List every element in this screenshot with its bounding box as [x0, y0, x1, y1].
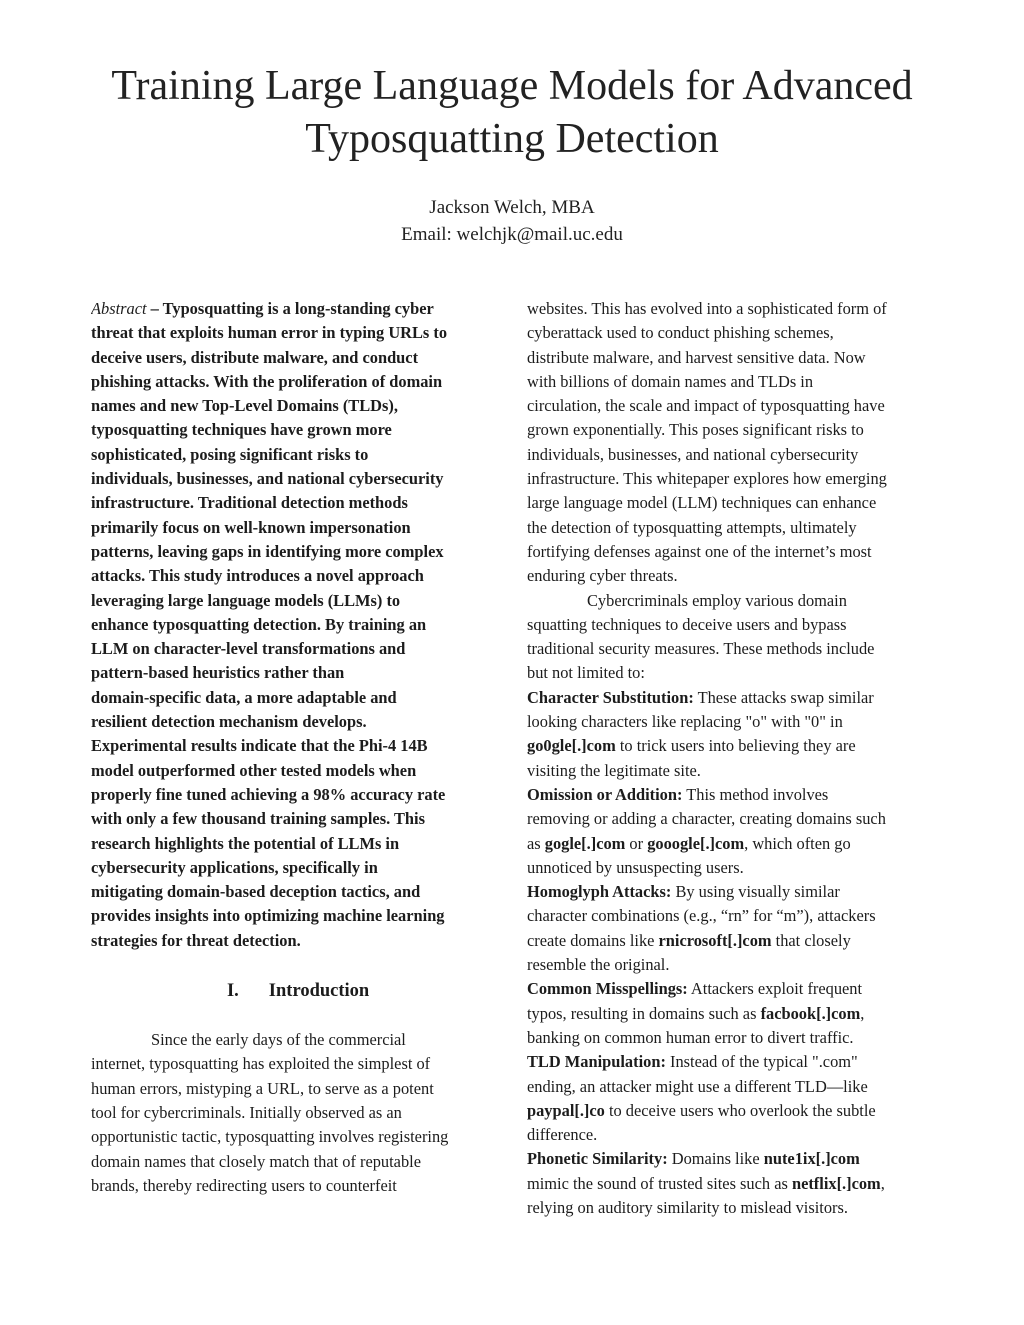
- method-line: [527, 1147, 935, 1171]
- author-email: Email: welchjk@mail.uc.edu: [401, 224, 623, 245]
- body-line: the detection of typosquatting attempts, ultimately: [527, 517, 857, 537]
- abstract-line: Experimental results indicate that the Phi-4 14B: [91, 736, 428, 756]
- method-text: This method involves: [682, 784, 829, 804]
- intro-line: domain names that closely match that of reputable: [91, 1151, 421, 1171]
- abstract-line: research highlights the potential of LLMs in: [91, 833, 400, 853]
- method-phonetic-similarity: [527, 1147, 935, 1220]
- method-text: to trick users into believing they are: [615, 736, 856, 756]
- method-tld-manipulation: [527, 1050, 935, 1147]
- body-line: infrastructure. This whitepaper explores how emerging: [527, 469, 887, 489]
- intro-line: Since the early days of the commercial: [151, 1030, 406, 1050]
- abstract-line: individuals, businesses, and national cybersecurity: [91, 469, 444, 489]
- abstract-line: phishing attacks. With the proliferation of domain: [91, 371, 443, 391]
- intro-line: internet, typosquatting has exploited the simplest of: [91, 1054, 431, 1074]
- method-label: Common Misspellings:: [527, 979, 688, 999]
- method-line: difference.: [527, 1125, 598, 1145]
- abstract-line: primarily focus on well-known impersonation: [91, 517, 411, 537]
- method-line: [527, 832, 935, 856]
- method-line: looking characters like replacing "o" with "0" in: [527, 712, 843, 732]
- abstract-line: leveraging large language models (LLMs) to: [91, 590, 401, 610]
- abstract-line: deceive users, distribute malware, and conduct: [91, 347, 419, 367]
- body-line: distribute malware, and harvest sensitive data. Now: [527, 347, 866, 367]
- method-line: banking on common human error to divert traffic.: [527, 1027, 854, 1047]
- method-omission-addition: [527, 783, 935, 880]
- domain-example: gogle[.]com: [544, 833, 626, 853]
- method-line: [527, 734, 935, 758]
- left-column: [91, 297, 499, 1198]
- method-label: Character Substitution:: [527, 687, 694, 707]
- method-text: Domains like: [667, 1149, 764, 1169]
- method-text: that closely: [771, 930, 851, 950]
- domain-example: go0gle[.]com: [527, 736, 616, 756]
- method-line: [527, 929, 935, 953]
- abstract-line: pattern-based heuristics rather than: [91, 663, 345, 683]
- abstract-line: model outperformed other tested models when: [91, 760, 417, 780]
- method-text: create domains like: [527, 930, 659, 950]
- method-homoglyph: [527, 880, 935, 977]
- body-line: traditional security measures. These methods include: [527, 639, 875, 659]
- author-name: Jackson Welch, MBA: [429, 197, 595, 218]
- method-text: By using visually similar: [671, 882, 840, 902]
- body-line: enduring cyber threats.: [527, 566, 678, 586]
- method-text: Attackers exploit frequent: [687, 979, 863, 999]
- abstract-line: cybersecurity applications, specifically in: [91, 857, 378, 877]
- body-line: circulation, the scale and impact of typosquatting have: [527, 396, 885, 416]
- method-text: Instead of the typical ".com": [665, 1052, 858, 1072]
- title-line: Training Large Language Models for Advanced: [111, 63, 913, 109]
- body-line: Cybercriminals employ various domain: [587, 590, 847, 610]
- section-title: Introduction: [268, 981, 370, 1002]
- domain-example: netflix[.]com: [791, 1173, 881, 1193]
- method-text: to deceive users who overlook the subtle: [604, 1100, 876, 1120]
- domain-example: paypal[.]co: [527, 1100, 605, 1120]
- abstract-label: Abstract: [91, 299, 147, 318]
- title-line: Typosquatting Detection: [305, 116, 719, 162]
- body-line: websites. This has evolved into a sophisticated form of: [527, 299, 887, 318]
- method-text: mimic the sound of trusted sites such as: [527, 1173, 792, 1193]
- method-text: or: [625, 833, 648, 853]
- method-line: unnoticed by unsuspecting users.: [527, 857, 744, 877]
- section-heading: [91, 979, 499, 1003]
- intro-line: brands, thereby redirecting users to counterfeit: [91, 1175, 397, 1195]
- body-line: grown exponentially. This poses significant risks to: [527, 420, 864, 440]
- abstract-line: attacks. This study introduces a novel approach: [91, 566, 424, 586]
- abstract-text: Typosquatting is a long-standing cyber: [162, 299, 434, 318]
- body-line: cyberattack used to conduct phishing schemes,: [527, 323, 834, 343]
- method-line: [527, 1050, 935, 1074]
- domain-example: facbook[.]com: [760, 1003, 861, 1023]
- abstract-line: properly fine tuned achieving a 98% accuracy rate: [91, 784, 446, 804]
- abstract-line: threat that exploits human error in typing URLs to: [91, 323, 448, 343]
- method-line: [527, 880, 935, 904]
- abstract-line: enhance typosquatting detection. By training an: [91, 614, 427, 634]
- paper-title: [60, 60, 964, 166]
- method-line: [527, 783, 935, 807]
- method-line: [527, 686, 935, 710]
- intro-continued: [527, 297, 935, 589]
- method-line: [527, 977, 935, 1001]
- abstract-line: typosquatting techniques have grown more: [91, 420, 392, 440]
- method-line: relying on auditory similarity to mislead visitors.: [527, 1197, 848, 1217]
- abstract-separator: –: [146, 299, 163, 318]
- abstract-line: patterns, leaving gaps in identifying more complex: [91, 541, 444, 561]
- body-line: fortifying defenses against one of the internet’s most: [527, 541, 872, 561]
- method-label: Homoglyph Attacks:: [527, 882, 672, 902]
- abstract-line: LLM on character-level transformations and: [91, 639, 406, 659]
- method-text: ,: [880, 1173, 885, 1193]
- method-line: [527, 1099, 935, 1123]
- intro-paragraph: [91, 1028, 499, 1198]
- domain-example: nute1ix[.]com: [763, 1149, 860, 1169]
- body-line: individuals, businesses, and national cybersecurity: [527, 444, 859, 464]
- body-line: but not limited to:: [527, 663, 645, 683]
- method-line: character combinations (e.g., “rn” for “m”), attackers: [527, 906, 876, 926]
- method-line: [527, 1172, 935, 1196]
- method-label: Omission or Addition:: [527, 784, 683, 804]
- author-block: [0, 194, 1024, 248]
- method-misspellings: [527, 977, 935, 1050]
- section-number: I.: [226, 981, 239, 1002]
- body-line: with billions of domain names and TLDs in: [527, 371, 814, 391]
- methods-intro: [527, 589, 935, 686]
- method-text: , which often go: [744, 833, 851, 853]
- domain-example: rnicrosoft[.]com: [658, 930, 772, 950]
- method-label: TLD Manipulation:: [527, 1052, 666, 1072]
- abstract-line: names and new Top-Level Domains (TLDs),: [91, 396, 398, 416]
- domain-example: gooogle[.]com: [647, 833, 745, 853]
- abstract-line: provides insights into optimizing machine learning: [91, 906, 445, 926]
- right-column: [527, 297, 935, 1220]
- abstract: [91, 297, 499, 953]
- method-line: visiting the legitimate site.: [527, 760, 701, 780]
- method-text: as: [527, 833, 545, 853]
- abstract-line: mitigating domain-based deception tactics, and: [91, 882, 421, 902]
- intro-line: opportunistic tactic, typosquatting involves registering: [91, 1127, 449, 1147]
- intro-line: tool for cybercriminals. Initially observed as an: [91, 1102, 402, 1122]
- abstract-line: infrastructure. Traditional detection methods: [91, 493, 408, 513]
- method-text: These attacks swap similar: [693, 687, 874, 707]
- intro-line: human errors, mistyping a URL, to serve as a potent: [91, 1078, 434, 1098]
- abstract-line: sophisticated, posing significant risks to: [91, 444, 369, 464]
- method-text: typos, resulting in domains such as: [527, 1003, 761, 1023]
- method-character-substitution: [527, 686, 935, 783]
- body-line: large language model (LLM) techniques can enhance: [527, 493, 877, 513]
- abstract-line: with only a few thousand training samples. This: [91, 809, 425, 829]
- abstract-line: resilient detection mechanism develops.: [91, 712, 367, 732]
- abstract-line: strategies for threat detection.: [91, 930, 301, 950]
- method-line: [527, 1002, 935, 1026]
- body-line: squatting techniques to deceive users and bypass: [527, 614, 847, 634]
- method-text: ,: [860, 1003, 865, 1023]
- method-line: resemble the original.: [527, 955, 670, 975]
- method-line: ending, an attacker might use a different TLD—like: [527, 1076, 868, 1096]
- abstract-line: [91, 297, 499, 321]
- method-label: Phonetic Similarity:: [527, 1149, 668, 1169]
- abstract-line: domain-specific data, a more adaptable and: [91, 687, 397, 707]
- method-line: removing or adding a character, creating domains such: [527, 809, 886, 829]
